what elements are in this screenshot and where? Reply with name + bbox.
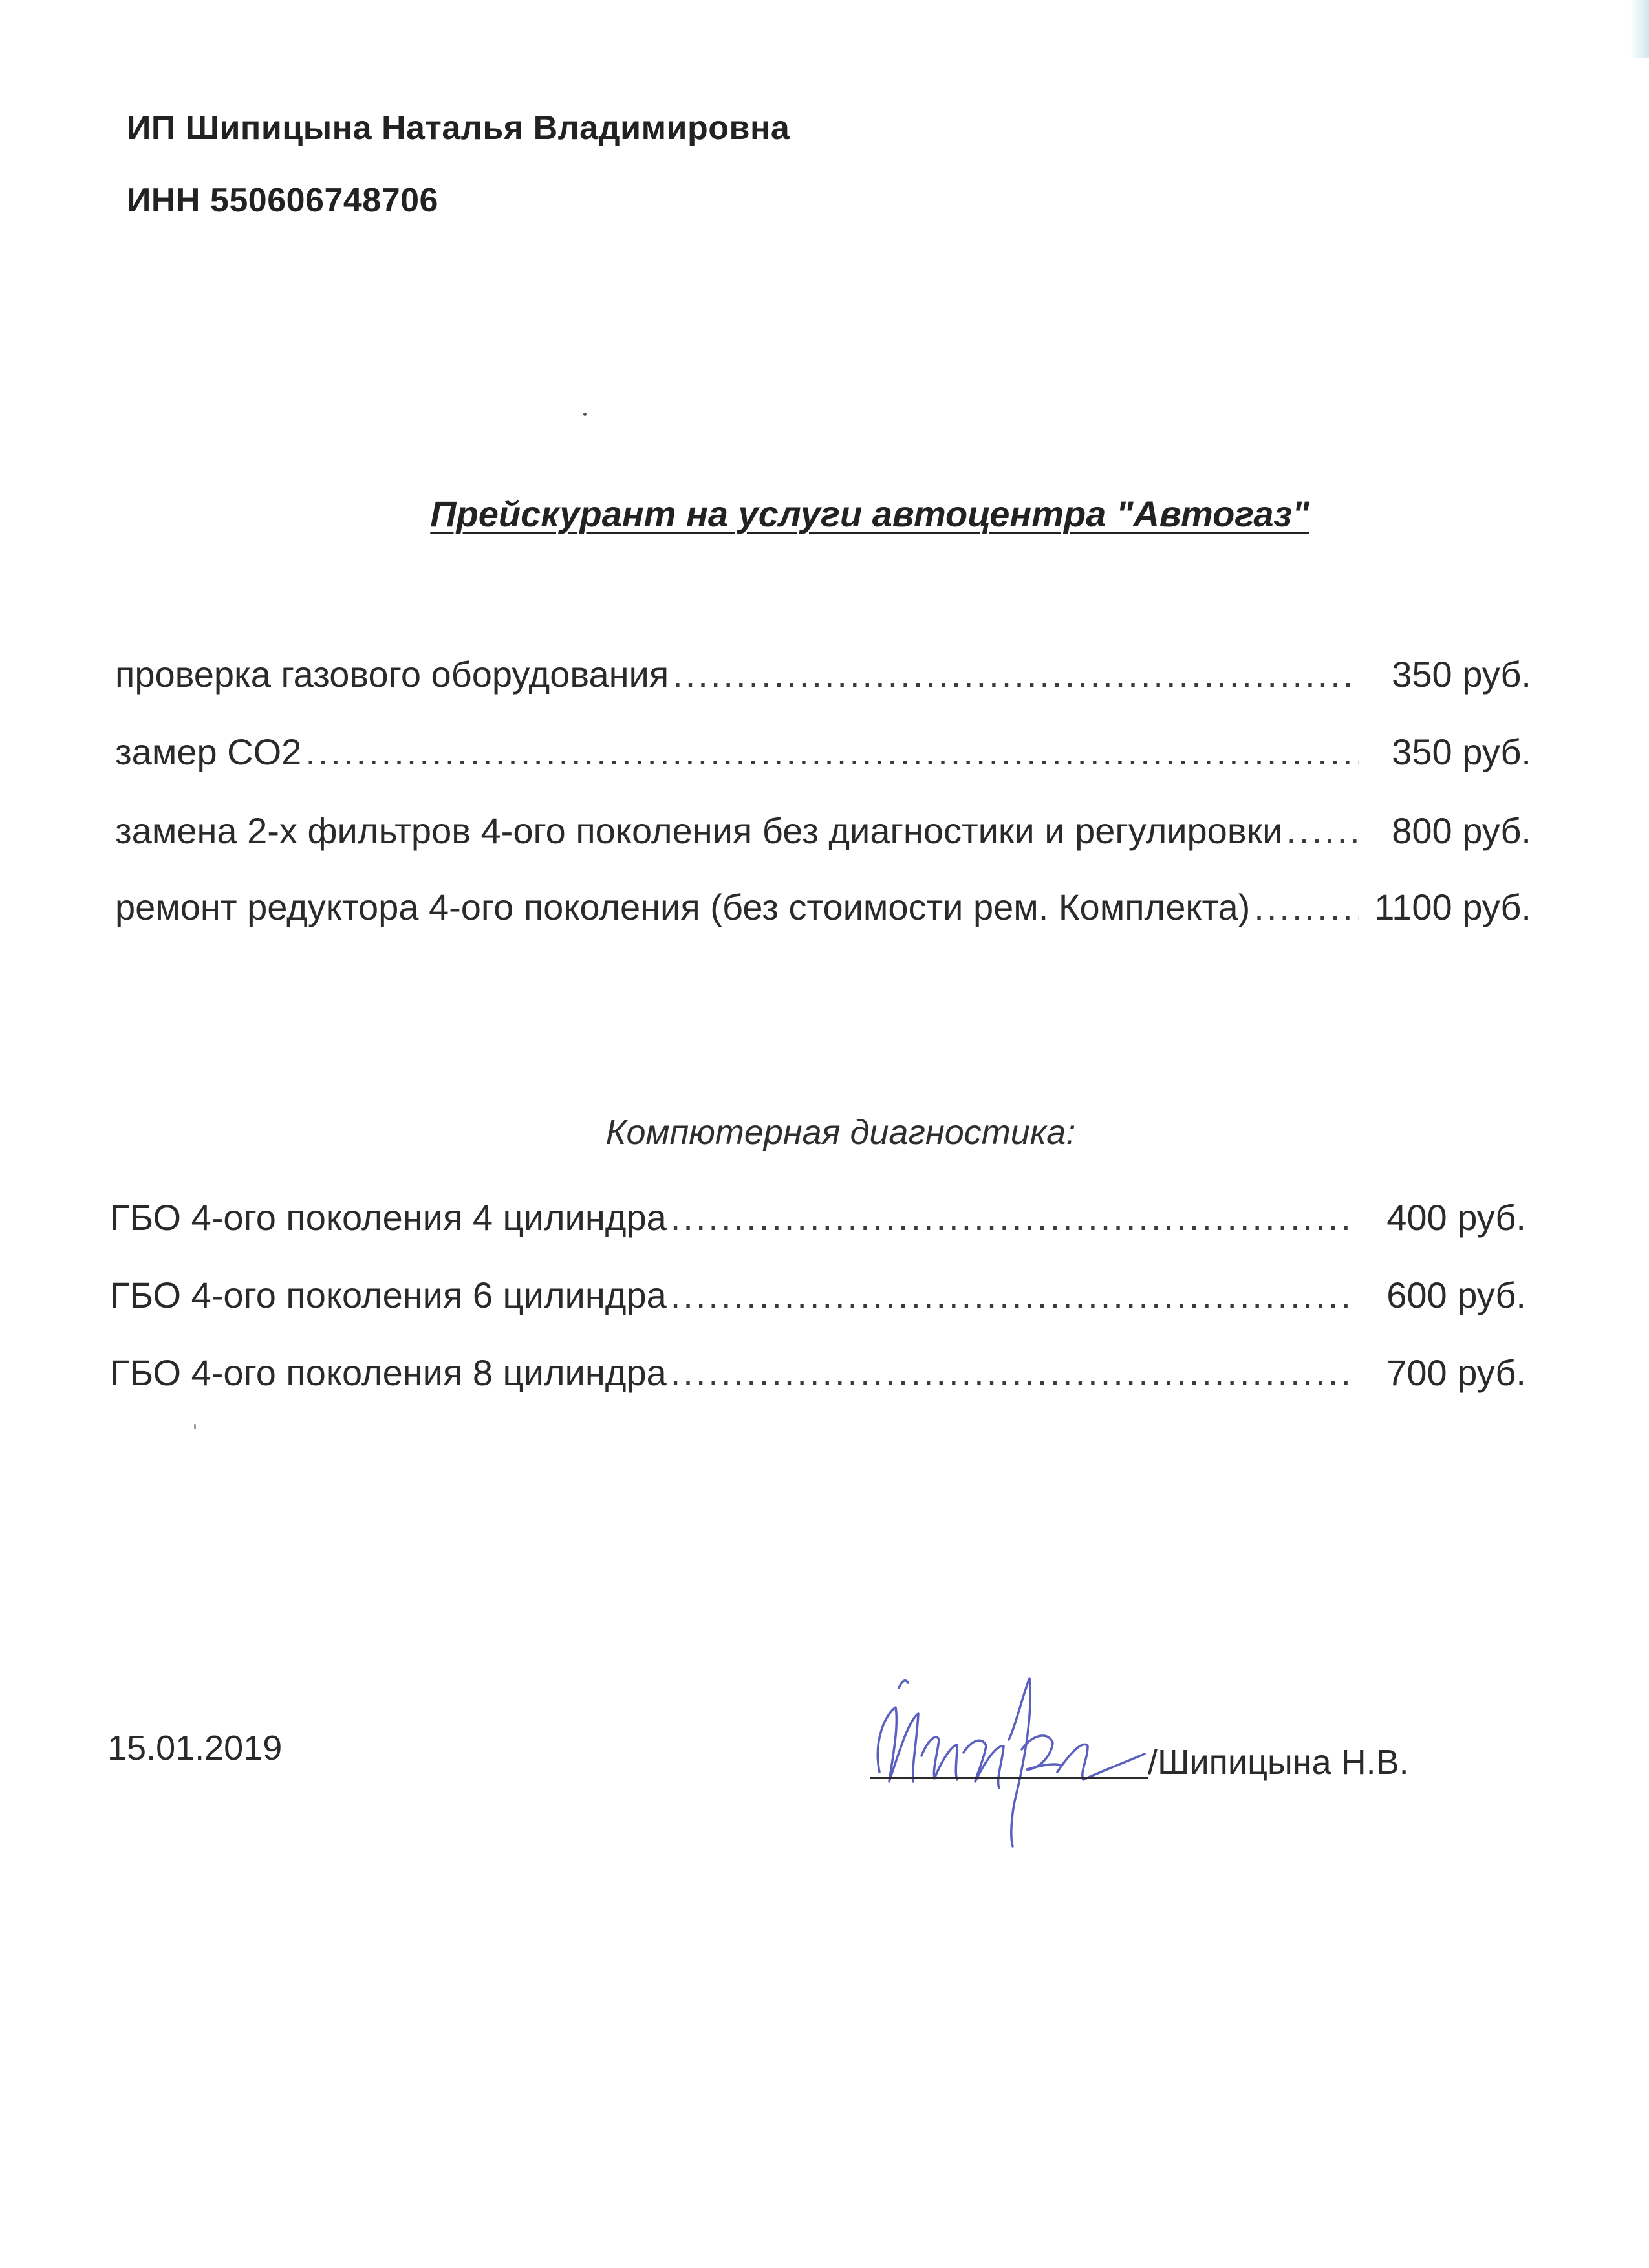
diagnostics-section-title: Компютерная диагностика: <box>605 1113 1076 1152</box>
entrepreneur-name: ИП Шипицына Наталья Владимировна <box>127 109 790 147</box>
service-label: ремонт редуктора 4-ого поколения (без стоимости рем. Комплекта) <box>115 887 1251 927</box>
service-row <box>115 653 1531 695</box>
dot-leader <box>1286 810 1359 852</box>
dot-leader <box>671 1352 1354 1394</box>
diagnostic-price: 600 руб. <box>1386 1275 1526 1315</box>
service-row <box>115 731 1531 773</box>
diagnostic-price: 400 руб. <box>1386 1197 1526 1238</box>
signer-name: /Шипицына Н.В. <box>1148 1743 1409 1782</box>
service-label: замена 2-х фильтров 4-ого поколения без диагностики и регулировки <box>115 810 1283 851</box>
service-price: 350 руб. <box>1392 731 1531 772</box>
scan-speck <box>194 1424 196 1429</box>
diagnostic-price: 700 руб. <box>1386 1352 1526 1393</box>
scan-edge-artifact <box>1630 0 1649 58</box>
handwritten-signature <box>860 1643 1164 1850</box>
dot-leader <box>671 1196 1354 1238</box>
dot-leader <box>673 653 1359 695</box>
diagnostic-label: ГБО 4-ого поколения 6 цилиндра <box>110 1275 667 1315</box>
service-price: 350 руб. <box>1392 654 1531 695</box>
service-label: замер CO2 <box>115 731 302 772</box>
diagnostic-label: ГБО 4-ого поколения 4 цилиндра <box>110 1197 667 1238</box>
diagnostic-label: ГБО 4-ого поколения 8 цилиндра <box>110 1352 667 1393</box>
diagnostic-row <box>110 1352 1526 1394</box>
inn-number: ИНН 550606748706 <box>127 182 438 219</box>
service-price: 1100 руб. <box>1374 887 1531 927</box>
diagnostic-row <box>110 1196 1526 1238</box>
service-row <box>115 886 1531 928</box>
service-row <box>115 810 1531 852</box>
scan-speck <box>583 413 587 416</box>
dot-leader <box>1254 886 1359 928</box>
dot-leader <box>305 731 1359 773</box>
service-price: 800 руб. <box>1392 810 1531 851</box>
signature-line <box>870 1777 1148 1779</box>
dot-leader <box>671 1274 1354 1316</box>
diagnostic-row <box>110 1274 1526 1316</box>
document-date: 15.01.2019 <box>107 1729 283 1767</box>
document-title: Прейскурант на услуги автоцентра "Автогаз" <box>430 493 1310 534</box>
service-label: проверка газового оборудования <box>115 654 669 695</box>
